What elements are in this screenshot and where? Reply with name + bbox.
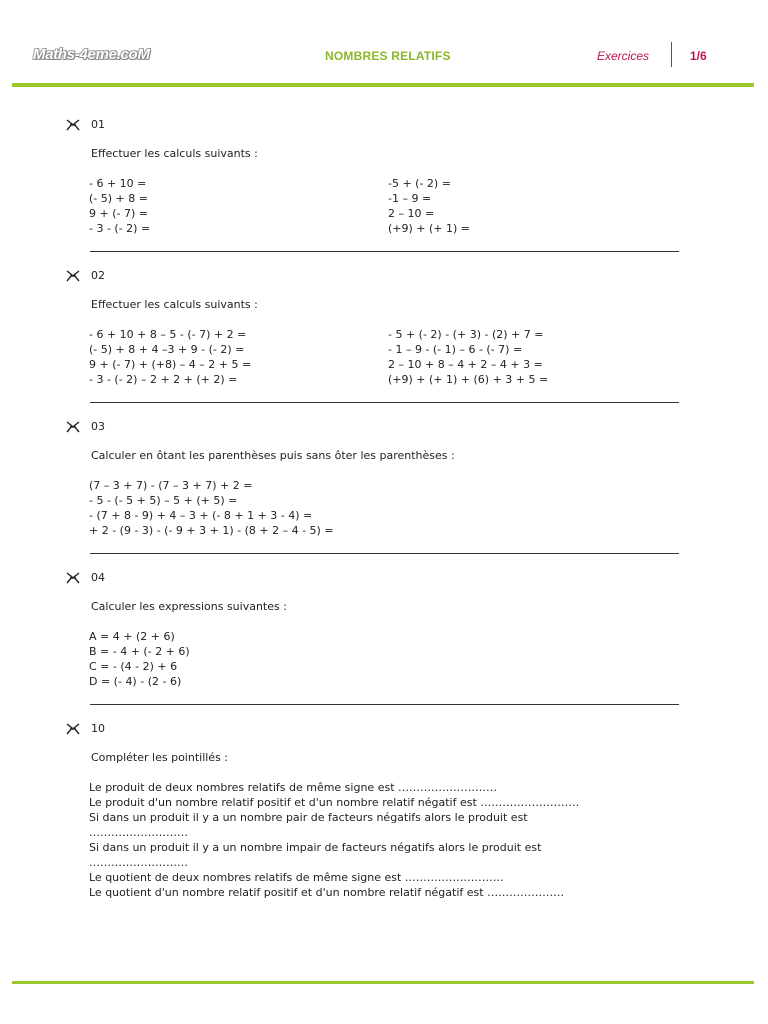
expression-line: A = 4 + (2 + 6) <box>89 630 175 643</box>
exercise-instruction: Calculer en ôtant les parenthèses puis sans ôter les parenthèses : <box>91 449 455 462</box>
calc-line: 2 – 10 + 8 – 4 + 2 – 4 + 3 = <box>388 358 543 371</box>
calc-line: 2 – 10 = <box>388 207 435 220</box>
calc-line: - 3 - (- 2) = <box>89 222 151 235</box>
right-column <box>388 327 548 387</box>
statement-line: Le quotient d'un nombre relatif positif et d'un nombre relatif négatif est ………………… <box>89 886 565 899</box>
statement-line: ……………………… <box>89 826 188 839</box>
expression-line: B = - 4 + (- 2 + 6) <box>89 645 190 658</box>
calc-line: - 6 + 10 = <box>89 177 147 190</box>
exercise-divider <box>90 402 679 403</box>
calc-line: (- 5) + 8 = <box>89 192 148 205</box>
exercise-bullet-icon <box>66 421 80 433</box>
left-column <box>89 176 150 236</box>
calc-line: -5 + (- 2) = <box>388 177 451 190</box>
statement-line: Le produit de deux nombres relatifs de même signe est ……………………… <box>89 781 497 794</box>
exercise-instruction: Effectuer les calculs suivants : <box>91 147 258 160</box>
exercise-bullet-icon <box>66 723 80 735</box>
calc-line: (- 5) + 8 + 4 –3 + 9 - (- 2) = <box>89 343 245 356</box>
calc-line: - 3 - (- 2) – 2 + 2 + (+ 2) = <box>89 373 238 386</box>
exercise-bullet-icon <box>66 119 80 131</box>
exercise-bullet-icon <box>66 572 80 584</box>
statement-line: ……………………… <box>89 856 188 869</box>
exercise-number: 04 <box>91 571 105 584</box>
right-column <box>388 176 470 236</box>
left-column <box>89 629 190 689</box>
calc-line: - 6 + 10 + 8 – 5 - (- 7) + 2 = <box>89 328 247 341</box>
calc-line: - 5 - (- 5 + 5) – 5 + (+ 5) = <box>89 494 238 507</box>
calc-line: (7 – 3 + 7) - (7 – 3 + 7) + 2 = <box>89 479 253 492</box>
exercise-number: 03 <box>91 420 105 433</box>
page-number: 1/6 <box>690 49 707 63</box>
left-column <box>89 478 334 538</box>
expression-line: C = - (4 - 2) + 6 <box>89 660 178 673</box>
exercise-divider <box>90 704 679 705</box>
header-rule <box>12 83 754 87</box>
exercise-instruction: Effectuer les calculs suivants : <box>91 298 258 311</box>
calc-line: 9 + (- 7) + (+8) – 4 – 2 + 5 = <box>89 358 252 371</box>
calc-line: - 1 – 9 - (- 1) – 6 - (- 7) = <box>388 343 523 356</box>
calc-line: -1 – 9 = <box>388 192 432 205</box>
exercise-divider <box>90 251 679 252</box>
calc-line: (+9) + (+ 1) + (6) + 3 + 5 = <box>388 373 549 386</box>
header-divider <box>671 42 672 67</box>
statement-line: Le produit d'un nombre relatif positif et d'un nombre relatif négatif est ……………………… <box>89 796 580 809</box>
footer-rule <box>12 981 754 984</box>
exercise-bullet-icon <box>66 270 80 282</box>
calc-line: - 5 + (- 2) - (+ 3) - (2) + 7 = <box>388 328 544 341</box>
exercise-number: 02 <box>91 269 105 282</box>
site-logo: Maths-4eme.coM <box>33 46 150 63</box>
left-column <box>89 327 251 387</box>
calc-line: - (7 + 8 - 9) + 4 – 3 + (- 8 + 1 + 3 - 4) = <box>89 509 313 522</box>
statement-line: Le quotient de deux nombres relatifs de même signe est ……………………… <box>89 871 504 884</box>
exercise-number: 01 <box>91 118 105 131</box>
document-title: NOMBRES RELATIFS <box>325 49 451 63</box>
statement-line: Si dans un produit il y a un nombre impair de facteurs négatifs alors le produit est <box>89 841 542 854</box>
calc-line: + 2 - (9 - 3) - (- 9 + 3 + 1) - (8 + 2 – 4 - 5) = <box>89 524 334 537</box>
expression-line: D = (- 4) - (2 - 6) <box>89 675 182 688</box>
exercise-instruction: Calculer les expressions suivantes : <box>91 600 287 613</box>
exercise-divider <box>90 553 679 554</box>
statement-line: Si dans un produit il y a un nombre pair de facteurs négatifs alors le produit est <box>89 811 528 824</box>
calc-line: (+9) + (+ 1) = <box>388 222 471 235</box>
section-label: Exercices <box>597 49 650 63</box>
exercise-number: 10 <box>91 722 105 735</box>
calc-line: 9 + (- 7) = <box>89 207 148 220</box>
statement-list <box>89 780 579 900</box>
exercise-instruction: Compléter les pointillés : <box>91 751 229 764</box>
